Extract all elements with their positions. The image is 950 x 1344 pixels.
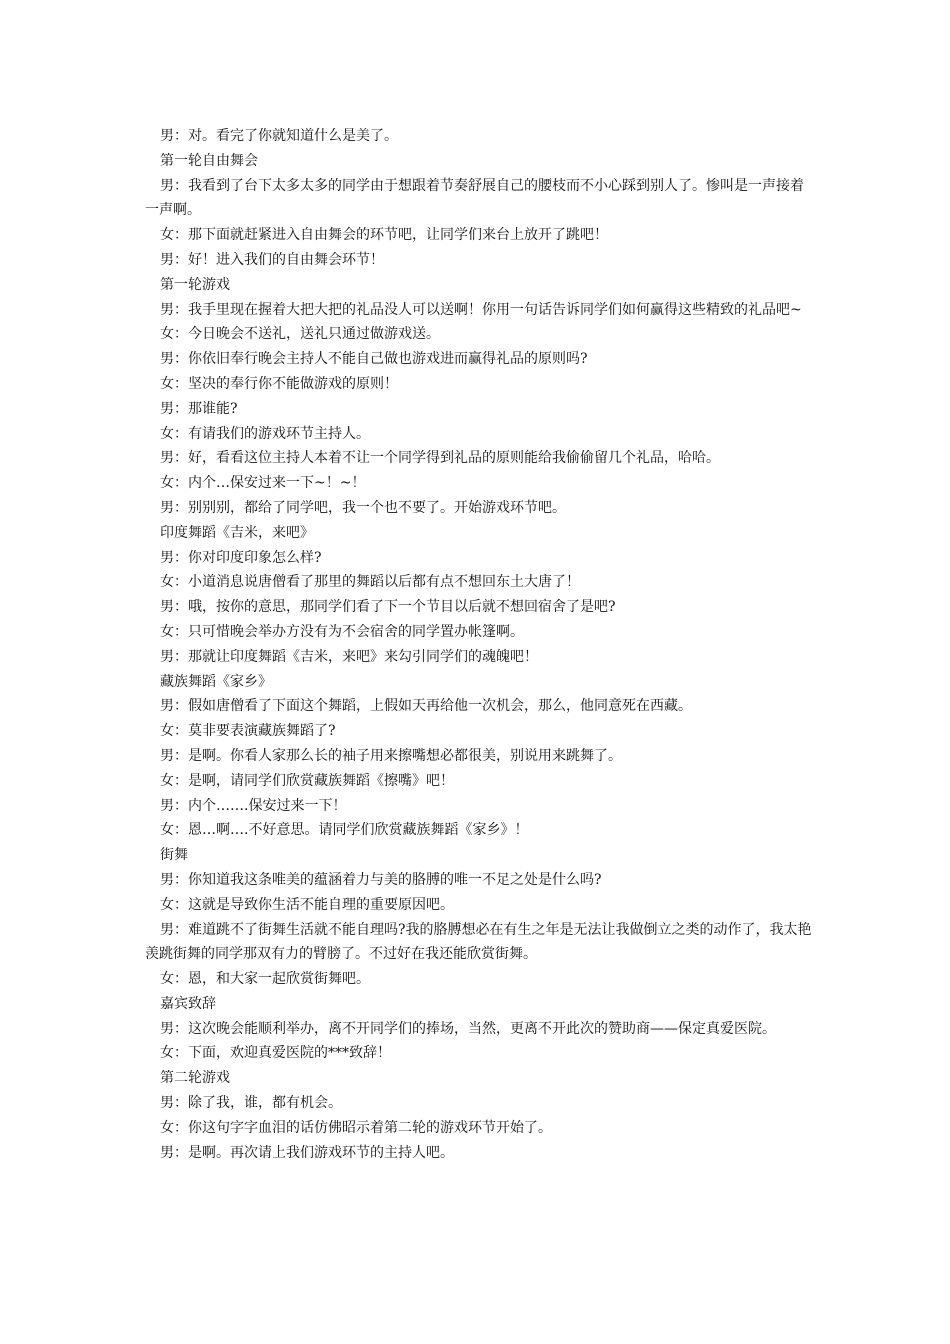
text-line: 女：坚决的奉行你不能做游戏的原则！: [160, 375, 398, 392]
text-line: 女：内个…保安过来一下~！~！: [160, 475, 366, 492]
text-line: 女：恩…啊….不好意思。请同学们欣赏藏族舞蹈《家乡》！: [160, 822, 529, 839]
text-line: 男：哦，按你的意思，那同学们看了下一个节目以后就不想回宿舍了是吧?: [160, 599, 616, 616]
text-line: 男：你依旧奉行晚会主持人不能自己做也游戏进而赢得礼品的原则吗?: [160, 351, 588, 368]
text-line: 男：你对印度印象怎么样?: [160, 549, 322, 566]
section-heading: 第一轮自由舞会: [160, 152, 258, 169]
text-line: 男：好，看看这位主持人本着不让一个同学得到礼品的原则能给我偷偷留几个礼品，哈哈。: [160, 450, 720, 467]
text-line: 男：好！进入我们的自由舞会环节！: [160, 251, 384, 268]
text-line: 女：小道消息说唐僧看了那里的舞蹈以后都有点不想回东土大唐了！: [160, 574, 580, 591]
text-line: 女：那下面就赶紧进入自由舞会的环节吧，让同学们来台上放开了跳吧！: [160, 227, 608, 244]
text-line: 男：是啊。再次请上我们游戏环节的主持人吧。: [160, 1144, 454, 1161]
text-line: 男：难道跳不了街舞生活就不能自理吗?我的胳膊想必在有生之年是无法让我做倒立之类的动作了，我太艳羡跳街舞的同学那双有力的臂膀了。不过好在我还能欣赏街舞。: [145, 921, 812, 963]
text-line: 女：这就是导致你生活不能自理的重要原因吧。: [160, 896, 454, 913]
text-line: 男：我看到了台下太多太多的同学由于想跟着节奏舒展自己的腰枝而不小心踩到别人了。惨叫是一声接着一声啊。: [145, 177, 804, 219]
section-heading: 第二轮游戏: [160, 1070, 230, 1087]
text-line: 女：你这句字字血泪的话仿佛昭示着第二轮的游戏环节开始了。: [160, 1119, 552, 1136]
text-line: 女：莫非要表演藏族舞蹈了?: [160, 723, 336, 740]
text-line: 女：是啊，请同学们欣赏藏族舞蹈《擦嘴》吧！: [160, 772, 454, 789]
text-line: 男：那就让印度舞蹈《吉米，来吧》来勾引同学们的魂魄吧！: [160, 648, 538, 665]
text-line: 男：你知道我这条唯美的蕴涵着力与美的胳膊的唯一不足之处是什么吗?: [160, 871, 602, 888]
text-line: 男：我手里现在握着大把大把的礼品没人可以送啊！你用一句话告诉同学们如何赢得这些精致的礼品吧~: [160, 301, 802, 318]
text-line: 男：假如唐僧看了下面这个舞蹈，上假如天再给他一次机会，那么，他同意死在西藏。: [160, 698, 692, 715]
text-line: 男：那谁能?: [160, 400, 238, 417]
text-line: 男：内个…….保安过来一下！: [160, 797, 347, 814]
text-line: 女：今日晚会不送礼，送礼只通过做游戏送。: [160, 326, 440, 343]
section-heading: 嘉宾致辞: [160, 995, 216, 1012]
text-line: 男：别别别，都给了同学吧，我一个也不要了。开始游戏环节吧。: [160, 499, 566, 516]
section-heading: 第一轮游戏: [160, 276, 230, 293]
section-heading: 街舞: [160, 847, 188, 864]
text-line: 女：恩，和大家一起欣赏街舞吧。: [160, 971, 370, 988]
text-line: 男：对。看完了你就知道什么是美了。: [160, 128, 398, 144]
text-line: 男：是啊。你看人家那么长的袖子用来擦嘴想必都很美，别说用来跳舞了。: [160, 747, 622, 764]
text-line: 男：除了我，谁，都有机会。: [160, 1095, 342, 1112]
section-heading: 印度舞蹈《吉米，来吧》: [160, 524, 314, 541]
text-line: 女：只可惜晚会举办方没有为不会宿舍的同学置办帐篷啊。: [160, 623, 524, 640]
text-line: 女：下面，欢迎真爱医院的***致辞！: [160, 1045, 391, 1062]
document-body: [145, 124, 813, 1165]
text-line: 女：有请我们的游戏环节主持人。: [160, 425, 370, 442]
section-heading: 藏族舞蹈《家乡》: [160, 673, 272, 690]
text-line: 男：这次晚会能顺利举办，离不开同学们的捧场，当然，更离不开此次的赞助商——保定真爱医院。: [160, 1020, 776, 1037]
